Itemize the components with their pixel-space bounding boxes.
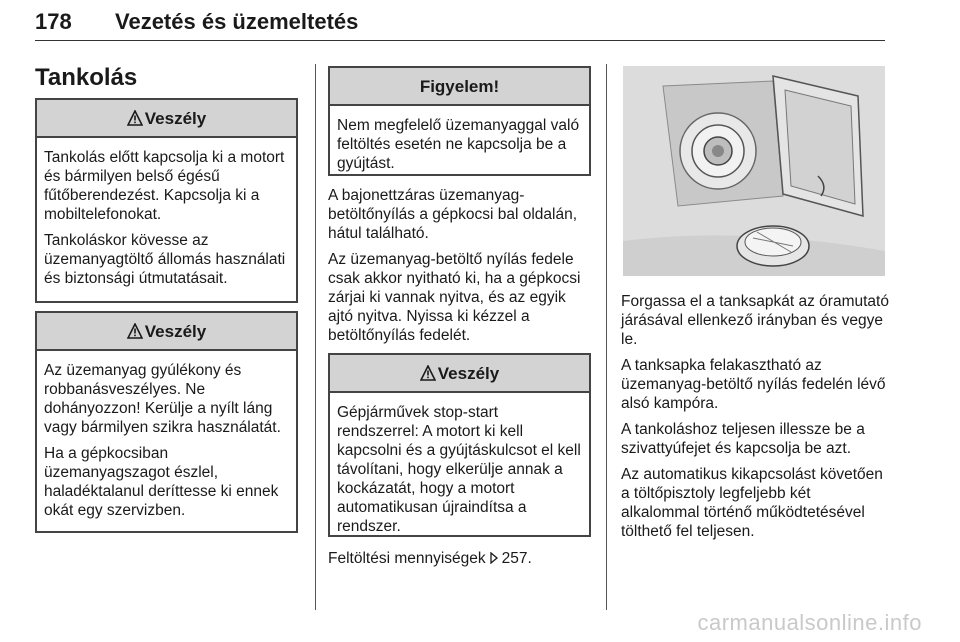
paragraph: Gépjárművek stop-start rendszerrel: A motort ki kell kapcsolni és a gyújtáskulcsot el kell távolítani, hogy elkerülje annak a kockázatát, hogy a motort automatikusan újraindítsa a rendszer. — [337, 404, 581, 535]
column-divider — [606, 64, 607, 610]
page-header — [35, 6, 885, 41]
danger-box-body — [37, 138, 296, 303]
warning-icon — [127, 323, 143, 339]
cross-reference[interactable] — [328, 549, 591, 568]
paragraph: Ha a gépkocsiban üzemanyagszagot észlel, haladéktalanul deríttesse ki ennek okát egy szervizben. — [44, 445, 279, 519]
notice-box-body — [330, 106, 589, 188]
danger-box — [35, 98, 298, 303]
paragraph: Tankoláskor kövesse az üzemanyagtöltő állomás használati és biztonsági útmutatásait. — [44, 232, 286, 287]
danger-box-body — [330, 393, 589, 551]
paragraph: Az automatikus kikapcsolást követően a töltőpisztoly legfeljebb két alkalommal történő működtetésével tölthető fel teljesen. — [621, 466, 883, 540]
danger-box — [328, 353, 591, 537]
column-right — [621, 292, 889, 548]
paragraph: Tankolás előtt kapcsolja ki a motort és bármilyen belső égésű fűtőberendezést. Kapcsolja ki a mobiltelefonokat. — [44, 149, 285, 223]
fuel-filler-drawing — [623, 66, 885, 276]
danger-box-title: Veszély — [144, 321, 207, 341]
page-reference-icon — [489, 552, 499, 564]
reference-page: 257. — [501, 550, 532, 567]
page-number: 178 — [35, 9, 72, 34]
danger-box — [35, 311, 298, 533]
notice-box-header — [330, 68, 589, 106]
warning-icon — [127, 110, 143, 126]
warning-icon — [420, 365, 436, 381]
danger-box-header — [37, 313, 296, 351]
fuel-filler-illustration — [623, 66, 885, 276]
danger-box-title: Veszély — [437, 363, 500, 383]
paragraph: Forgassa el a tanksapkát az óramutató járásával ellenkező irányban és vegye le. — [621, 293, 889, 348]
chapter-title: Vezetés és üzemeltetés — [115, 9, 359, 34]
paragraph: A bajonettzáras üzemanyag-betöltőnyílás a gépkocsi bal oldalán, hátul található. — [328, 187, 578, 242]
danger-box-header — [330, 355, 589, 393]
section-title: Tankolás — [35, 64, 138, 91]
column-divider — [315, 64, 316, 610]
danger-box-header — [37, 100, 296, 138]
reference-text: Feltöltési mennyiségek — [328, 550, 486, 567]
paragraph: Az üzemanyag gyúlékony és robbanásveszélyes. Ne dohányozzon! Kerülje a nyílt láng vagy bármilyen szikra használatát. — [44, 362, 281, 436]
notice-box-title: Figyelem! — [419, 76, 500, 96]
watermark: carmanualsonline.info — [697, 610, 922, 635]
paragraph: A tankoláshoz teljesen illessze be a szivattyúfejet és kapcsolja be azt. — [621, 421, 865, 457]
paragraph: Nem megfelelő üzemanyaggal való feltöltés esetén ne kapcsolja be a gyújtást. — [337, 117, 580, 172]
column-middle — [328, 66, 591, 575]
notice-box — [328, 66, 591, 176]
paragraph: A tanksapka felakasztható az üzemanyag-betöltő nyílás fedelén lévő alsó kampóra. — [621, 357, 886, 412]
danger-box-title: Veszély — [144, 108, 207, 128]
body-text — [328, 186, 591, 345]
danger-box-body — [37, 351, 296, 535]
paragraph: Az üzemanyag-betöltő nyílás fedele csak akkor nyitható ki, ha a gépkocsi zárjai ki vannak nyitva, és az egyik ajtó nyitva. Nyissa ki kézzel a betöltőnyílás fedelét. — [328, 251, 581, 344]
column-left — [35, 98, 298, 533]
